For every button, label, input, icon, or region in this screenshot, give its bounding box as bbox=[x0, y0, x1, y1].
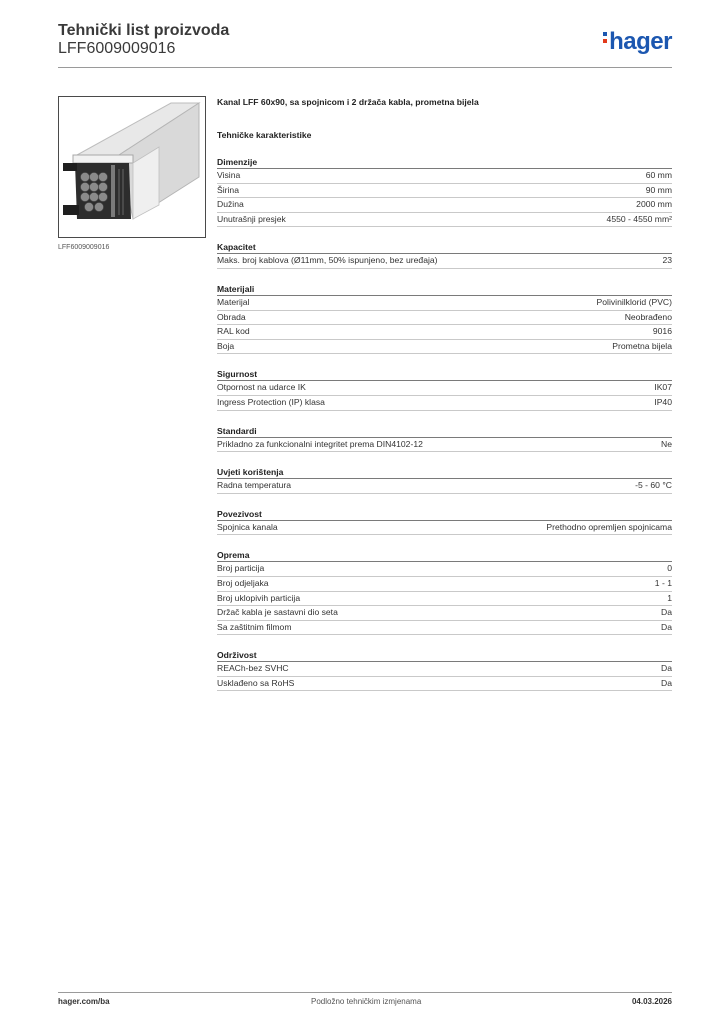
page-header bbox=[58, 20, 672, 68]
spec-group bbox=[217, 227, 672, 269]
logo-dots-icon bbox=[603, 32, 607, 46]
spec-label: Boja bbox=[217, 340, 235, 351]
footer-date: 04.03.2026 bbox=[631, 997, 672, 1006]
spec-row bbox=[217, 521, 672, 536]
product-code: LFF6009009016 bbox=[58, 40, 176, 57]
spec-group bbox=[217, 494, 672, 536]
product-description: Kanal LFF 60x90, sa spojnicom i 2 držača kabla, prometna bijela bbox=[217, 97, 479, 107]
spec-row bbox=[217, 396, 672, 411]
spec-value: 2000 mm bbox=[636, 199, 672, 210]
spec-row bbox=[217, 479, 672, 494]
spec-group-title: Dimenzije bbox=[217, 142, 672, 169]
spec-value: 23 bbox=[662, 255, 672, 266]
spec-value: IK07 bbox=[654, 382, 672, 393]
spec-group-title: Održivost bbox=[217, 635, 672, 662]
spec-label: Broj uklopivih particija bbox=[217, 592, 301, 603]
spec-label: Visina bbox=[217, 170, 241, 180]
spec-group bbox=[217, 411, 672, 453]
spec-row bbox=[217, 662, 672, 677]
spec-row bbox=[217, 254, 672, 269]
spec-group bbox=[217, 635, 672, 691]
spec-value: 9016 bbox=[652, 326, 672, 337]
spec-row bbox=[217, 677, 672, 692]
spec-group bbox=[217, 354, 672, 410]
spec-value: Da bbox=[661, 607, 672, 618]
spec-group-title: Sigurnost bbox=[217, 354, 672, 381]
spec-label: Unutrašnji presjek bbox=[217, 213, 286, 224]
spec-row bbox=[217, 340, 672, 355]
spec-value: IP40 bbox=[654, 396, 672, 407]
logo-text: hager bbox=[609, 28, 672, 55]
section-heading: Tehničke karakteristike bbox=[217, 130, 312, 140]
spec-row bbox=[217, 562, 672, 577]
footer-website[interactable]: hager.com/ba bbox=[58, 997, 110, 1006]
spec-group-title: Standardi bbox=[217, 411, 672, 438]
footer-note: Podložno tehničkim izmjenama bbox=[311, 997, 422, 1006]
spec-label: Radna temperatura bbox=[217, 480, 292, 491]
spec-group bbox=[217, 269, 672, 354]
spec-row bbox=[217, 325, 672, 340]
spec-label: Obrada bbox=[217, 311, 246, 322]
spec-row bbox=[217, 592, 672, 607]
cable-trunking-illustration bbox=[59, 97, 205, 237]
spec-value: Prethodno opremljen spojnicama bbox=[546, 521, 672, 532]
spec-label: Dužina bbox=[217, 199, 244, 210]
spec-row bbox=[217, 438, 672, 453]
spec-label: Prikladno za funkcionalni integritet prema DIN4102-12 bbox=[217, 438, 423, 449]
spec-label: Spojnica kanala bbox=[217, 521, 278, 532]
spec-value: Prometna bijela bbox=[612, 340, 672, 351]
spec-row bbox=[217, 606, 672, 621]
header-divider bbox=[58, 67, 672, 68]
spec-value: Da bbox=[661, 677, 672, 688]
spec-group-title: Kapacitet bbox=[217, 227, 672, 254]
spec-row bbox=[217, 381, 672, 396]
spec-value: 4550 - 4550 mm² bbox=[606, 213, 672, 224]
spec-row bbox=[217, 213, 672, 228]
spec-label: Širina bbox=[217, 184, 239, 195]
spec-group-title: Oprema bbox=[217, 535, 672, 562]
spec-value: Polivinilklorid (PVC) bbox=[596, 296, 672, 307]
spec-row bbox=[217, 577, 672, 592]
spec-group-title: Uvjeti korištenja bbox=[217, 452, 672, 479]
spec-row bbox=[217, 296, 672, 311]
spec-label: Otpornost na udarce IK bbox=[217, 382, 306, 393]
spec-group-title: Povezivost bbox=[217, 494, 672, 521]
spec-content bbox=[217, 96, 672, 691]
spec-value: Ne bbox=[661, 438, 672, 449]
spec-value: 0 bbox=[667, 563, 672, 574]
spec-value: 1 bbox=[667, 592, 672, 603]
spec-value: Da bbox=[661, 621, 672, 632]
spec-label: RAL kod bbox=[217, 326, 250, 337]
spec-group bbox=[217, 142, 672, 227]
spec-label: Usklađeno sa RoHS bbox=[217, 677, 295, 688]
spec-group-title: Materijali bbox=[217, 269, 672, 296]
spec-value: 90 mm bbox=[645, 184, 672, 195]
spec-label: REACh-bez SVHC bbox=[217, 663, 289, 674]
hager-logo bbox=[603, 28, 672, 56]
image-caption: LFF6009009016 bbox=[58, 244, 110, 251]
spec-value: 1 - 1 bbox=[654, 577, 672, 588]
spec-label: Ingress Protection (IP) klasa bbox=[217, 396, 325, 407]
spec-value: 60 mm bbox=[645, 170, 672, 180]
spec-label: Sa zaštitnim filmom bbox=[217, 621, 292, 632]
spec-label: Broj odjeljaka bbox=[217, 577, 269, 588]
document-title: Tehnički list proizvoda bbox=[58, 22, 230, 39]
product-image bbox=[58, 96, 206, 238]
spec-row bbox=[217, 198, 672, 213]
spec-group bbox=[217, 535, 672, 635]
spec-row bbox=[217, 311, 672, 326]
spec-row bbox=[217, 169, 672, 184]
spec-row bbox=[217, 184, 672, 199]
spec-label: Maks. broj kablova (Ø11mm, 50% ispunjeno, bez uređaja) bbox=[217, 255, 438, 266]
footer-divider bbox=[58, 992, 672, 993]
spec-group bbox=[217, 452, 672, 494]
spec-label: Broj particija bbox=[217, 563, 265, 574]
spec-value: Da bbox=[661, 663, 672, 674]
spec-value: Neobrađeno bbox=[624, 311, 672, 322]
spec-value: -5 - 60 °C bbox=[635, 480, 672, 491]
spec-row bbox=[217, 621, 672, 636]
spec-label: Materijal bbox=[217, 296, 250, 307]
spec-label: Držač kabla je sastavni dio seta bbox=[217, 607, 338, 618]
spec-groups bbox=[217, 142, 672, 691]
